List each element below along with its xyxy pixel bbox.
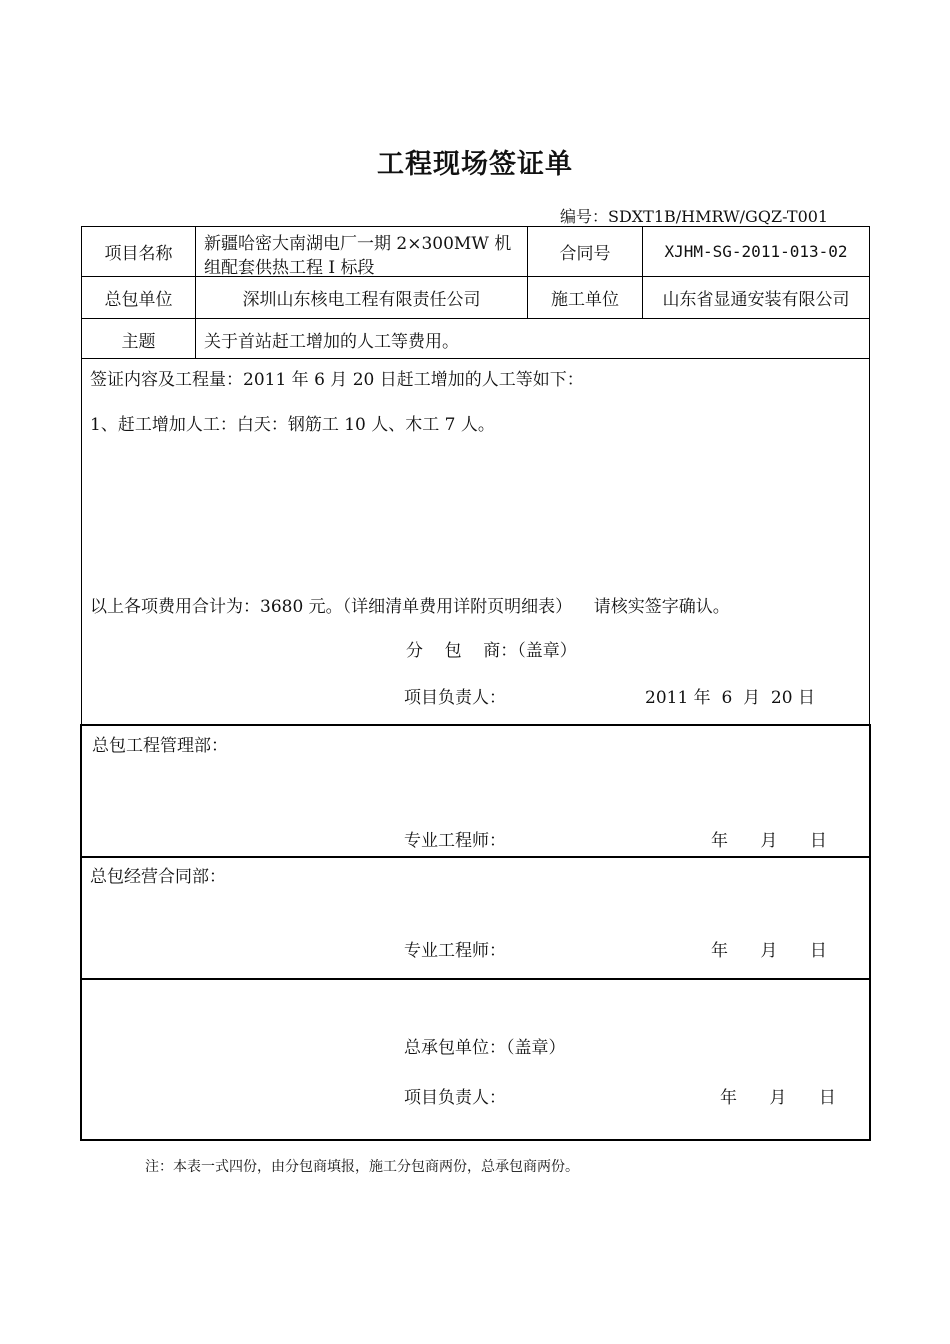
- subject-label: 主题: [121, 331, 156, 352]
- sign-date: 2011 年 6 月 20 日: [645, 688, 815, 708]
- construction-unit-value: 山东省显通安装有限公司: [662, 290, 850, 310]
- gc-sign-date: 年 月 日: [720, 1088, 836, 1108]
- page-title: 工程现场签证单: [377, 149, 573, 180]
- construction-unit-label: 施工单位: [551, 290, 619, 310]
- project-name-value-line2: 组配套供热工程 I 标段: [204, 258, 375, 278]
- contract-no-value: XJHM-SG-2011-013-02: [664, 242, 848, 261]
- gc-management-dept-label: 总包工程管理部：: [92, 736, 228, 756]
- general-contractor-value: 深圳山东核电工程有限责任公司: [242, 290, 481, 310]
- content-item-1: 1、赶工增加人工：白天：钢筋工 10 人、木工 7 人。: [90, 415, 495, 435]
- gc-project-manager-label: 项目负责人：: [404, 1088, 506, 1108]
- content-total: 以上各项费用合计为：3680 元。（详细清单费用详附页明细表） 请核实签字确认。: [90, 597, 730, 617]
- gc-contract-engineer-label: 专业工程师：: [404, 941, 506, 961]
- gc-contract-date: 年 月 日: [711, 941, 827, 961]
- approval-table: [80, 724, 871, 1141]
- footnote: 注：本表一式四份，由分包商填报，施工分包商两份，总承包商两份。: [145, 1159, 579, 1175]
- subject-value: 关于首站赶工增加的人工等费用。: [204, 331, 459, 352]
- contract-no-label: 合同号: [559, 244, 611, 264]
- general-contractor-label: 总包单位: [104, 290, 173, 310]
- gc-management-date: 年 月 日: [711, 831, 827, 851]
- document-number: 编号：SDXT1B/HMRW/GQZ-T001: [560, 207, 829, 226]
- gc-contract-dept-label: 总包经营合同部：: [90, 867, 226, 887]
- project-manager-label: 项目负责人：: [404, 688, 506, 708]
- project-name-value-line1: 新疆哈密大南湖电厂一期 2×300MW 机: [204, 234, 512, 254]
- project-name-label: 项目名称: [104, 244, 173, 264]
- gc-seal-label: 总承包单位：（盖章）: [404, 1038, 566, 1058]
- subcontractor-seal-label: 分 包 商：（盖章）: [406, 641, 577, 661]
- gc-management-engineer-label: 专业工程师：: [404, 831, 506, 851]
- content-intro: 签证内容及工程量：2011 年 6 月 20 日赶工增加的人工等如下：: [90, 370, 584, 390]
